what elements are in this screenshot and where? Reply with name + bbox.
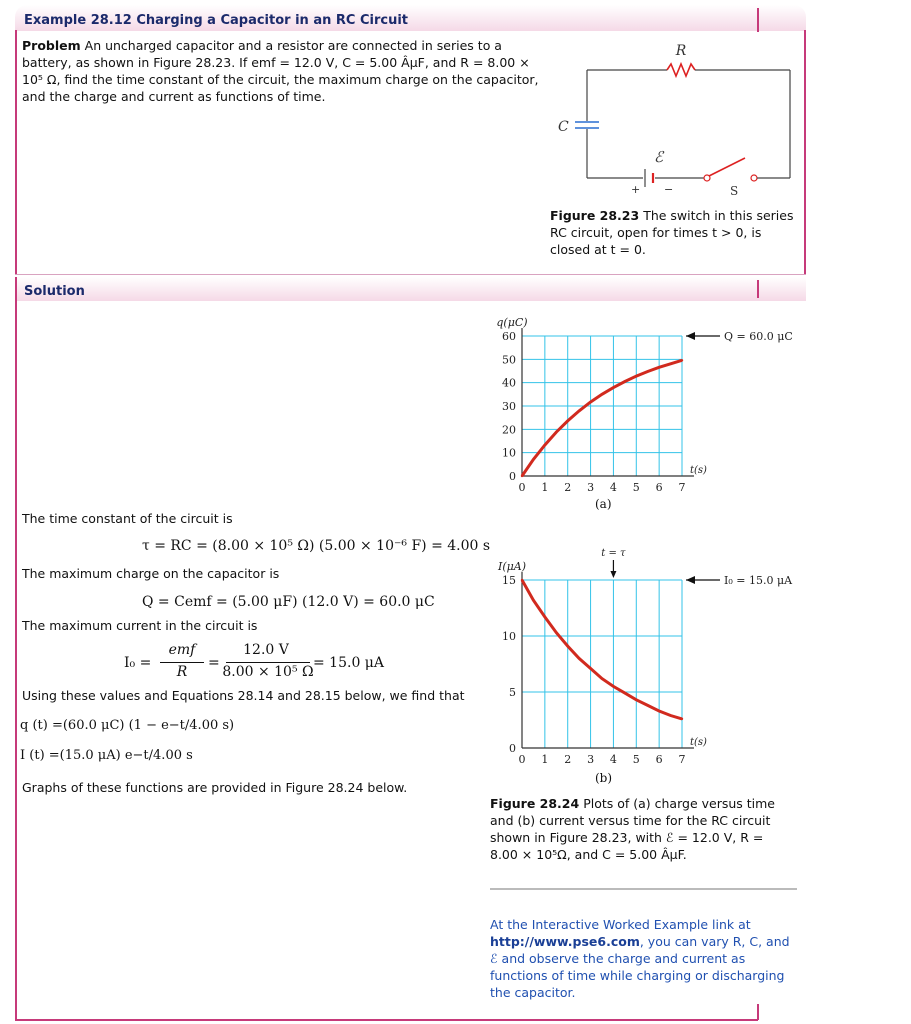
data-point [555, 631, 557, 633]
figure-28-24-caption [490, 795, 795, 863]
series-line [522, 360, 682, 476]
x-tick-label: 7 [678, 481, 686, 494]
annotation-label: I₀ = 15.0 μA [724, 574, 793, 587]
data-point [612, 386, 614, 388]
data-point [612, 685, 614, 687]
y-tick-label: 50 [502, 353, 516, 367]
data-point [567, 420, 569, 422]
data-point [567, 645, 569, 647]
x-tick-label: 1 [541, 481, 549, 494]
x-tick-label: 4 [609, 753, 617, 766]
equation-current-function: I (t) =(15.0 μA) e−t/4.00 s [20, 748, 193, 763]
capacitor-label: C [558, 119, 569, 135]
x-tick-label: 5 [632, 481, 640, 494]
y-tick-label: 15 [502, 574, 516, 587]
data-point [589, 667, 591, 669]
resistor-symbol [667, 64, 695, 76]
x-tick-label: 3 [587, 753, 595, 766]
solution-line-using-values: Using these values and Equations 28.14 and 28.15 below, we find that [22, 688, 465, 703]
x-tick-label: 6 [655, 753, 663, 766]
equation-current-equals: = [208, 655, 220, 671]
data-point [578, 657, 580, 659]
chart-current-vs-time [495, 540, 805, 790]
x-axis-label: t(s) [690, 465, 707, 476]
data-point [544, 616, 546, 618]
data-point [669, 363, 671, 365]
solution-header-band [15, 277, 806, 301]
battery-minus-label: − [664, 183, 674, 196]
solution-box-bottom-border [15, 1019, 758, 1021]
resistor-label: R [675, 43, 687, 59]
x-tick-label: 2 [564, 753, 572, 766]
data-point [532, 599, 534, 601]
solution-line-graphs: Graphs of these functions are provided in Figure 28.24 below. [22, 780, 408, 795]
solution-box-left-border [15, 277, 17, 1019]
circuit-diagram [545, 35, 800, 205]
annotation-arrowhead [686, 332, 695, 340]
data-point [647, 370, 649, 372]
problem-label: Problem [22, 38, 81, 53]
switch-contact-right [751, 175, 757, 181]
x-tick-label: 2 [564, 481, 572, 494]
x-tick-label: 3 [587, 481, 595, 494]
x-tick-label: 0 [518, 753, 526, 766]
solution-header-divider [757, 280, 759, 298]
data-point [624, 380, 626, 382]
data-point [658, 710, 660, 712]
x-tick-label: 0 [518, 481, 526, 494]
data-point [635, 699, 637, 701]
data-point [532, 458, 534, 460]
y-tick-label: 10 [502, 446, 516, 460]
y-tick-label: 40 [502, 376, 516, 390]
figure-28-24-label: Figure 28.24 [490, 796, 580, 811]
divider-line [490, 888, 797, 890]
x-tick-label: 5 [632, 753, 640, 766]
figure-28-23-caption [550, 207, 795, 258]
equation-charge-function: q (t) =(60.0 μC) (1 − e−t/4.00 s) [20, 718, 235, 733]
x-tick-label: 4 [609, 481, 617, 494]
equation-current-den2: 8.00 × 10⁵ Ω [222, 664, 314, 680]
example-title: Example 28.12 Charging a Capacitor in an RC Circuit [24, 13, 409, 28]
x-tick-label: 1 [541, 753, 549, 766]
solution-line-max-charge: The maximum charge on the capacitor is [22, 566, 280, 581]
y-axis-label: I(μA) [497, 560, 527, 573]
data-point [624, 692, 626, 694]
y-tick-label: 0 [509, 742, 516, 755]
x-axis-label: t(s) [690, 737, 707, 748]
data-point [601, 677, 603, 679]
solution-label: Solution [24, 284, 85, 299]
data-point [635, 375, 637, 377]
example-box-right-border [804, 30, 806, 275]
switch-arm [709, 158, 745, 176]
series-line [522, 580, 682, 719]
equation-current-den1: R [176, 664, 188, 680]
problem-text: An uncharged capacitor and a resistor are connected in series to a battery, as shown in Figure 28.23. If emf = 12.0 V, C = 5.00 ÂµF, and R = 8.00 × 10⁵ Ω, find the time constant of the circuit, the maximum charge on the capacitor, and the charge and current as functions of time. [22, 38, 539, 104]
figure-28-23-text: The switch in this series RC circuit, open for times t > 0, is closed at t = 0. [550, 208, 794, 257]
y-tick-label: 0 [509, 470, 516, 483]
chart-a-sublabel: (a) [595, 497, 612, 511]
data-point [647, 704, 649, 706]
figure-28-23-label: Figure 28.23 [550, 208, 640, 223]
equation-current-num1: emf [168, 642, 196, 658]
data-point [589, 401, 591, 403]
tau-marker-label: t = τ [601, 548, 626, 559]
emf-label: ℰ [654, 148, 664, 166]
equation-time-constant: τ = RC = (8.00 × 10⁵ Ω) (5.00 × 10⁻⁶ F) = 4.00 s [142, 538, 491, 554]
y-tick-label: 20 [502, 423, 516, 437]
solution-line-max-current: The maximum current in the circuit is [22, 618, 258, 633]
data-point [578, 410, 580, 412]
equation-max-charge: Q = Cemf = (5.00 μF) (12.0 V) = 60.0 μC [142, 594, 435, 610]
figure-28-24-text: Plots of (a) charge versus time and (b) current versus time for the RC circuit shown in Figure 28.23, with ℰ = 12.0 V, R = 8.00 × 10⁵Ω, and C = 5.00 ÂµF. [490, 796, 776, 862]
equation-current-rhs: = 15.0 μA [313, 655, 385, 671]
y-tick-label: 60 [502, 330, 516, 343]
fraction-bar-1 [160, 662, 204, 663]
problem-paragraph [22, 37, 547, 105]
example-box-bottom-border [15, 274, 806, 275]
interactive-link[interactable]: http://www.pse6.com [490, 934, 640, 949]
solution-box-right-tick [757, 1004, 759, 1020]
fraction-bar-2 [226, 662, 310, 663]
data-point [681, 359, 683, 361]
y-tick-label: 5 [509, 686, 516, 699]
y-tick-label: 10 [502, 630, 516, 643]
x-tick-label: 6 [655, 481, 663, 494]
equation-current-num2: 12.0 V [243, 642, 289, 658]
data-point [544, 444, 546, 446]
solution-line-time-constant: The time constant of the circuit is [22, 511, 233, 526]
data-point [669, 714, 671, 716]
interactive-suffix: , you can vary R, C, and ℰ and observe the charge and current as functions of time while charging or discharging the capacitor. [490, 934, 790, 1000]
y-tick-label: 30 [502, 400, 516, 413]
interactive-prefix: At the Interactive Worked Example link at [490, 917, 751, 932]
battery-plus-label: + [631, 183, 641, 196]
switch-label: S [730, 184, 739, 198]
example-header-divider [757, 8, 759, 32]
data-point [658, 366, 660, 368]
data-point [521, 475, 523, 477]
example-box-left-border [15, 30, 17, 275]
x-tick-label: 7 [678, 753, 686, 766]
chart-charge-vs-time [495, 310, 805, 515]
tau-marker-arrowhead [610, 571, 616, 578]
interactive-paragraph [490, 916, 797, 1001]
annotation-label: Q = 60.0 μC [724, 330, 793, 343]
data-point [521, 579, 523, 581]
data-point [555, 431, 557, 433]
annotation-arrowhead [686, 576, 695, 584]
chart-b-sublabel: (b) [595, 771, 613, 785]
data-point [681, 718, 683, 720]
equation-current-lhs: I₀ = [124, 655, 152, 671]
data-point [601, 393, 603, 395]
y-axis-label: q(μC) [496, 316, 528, 329]
